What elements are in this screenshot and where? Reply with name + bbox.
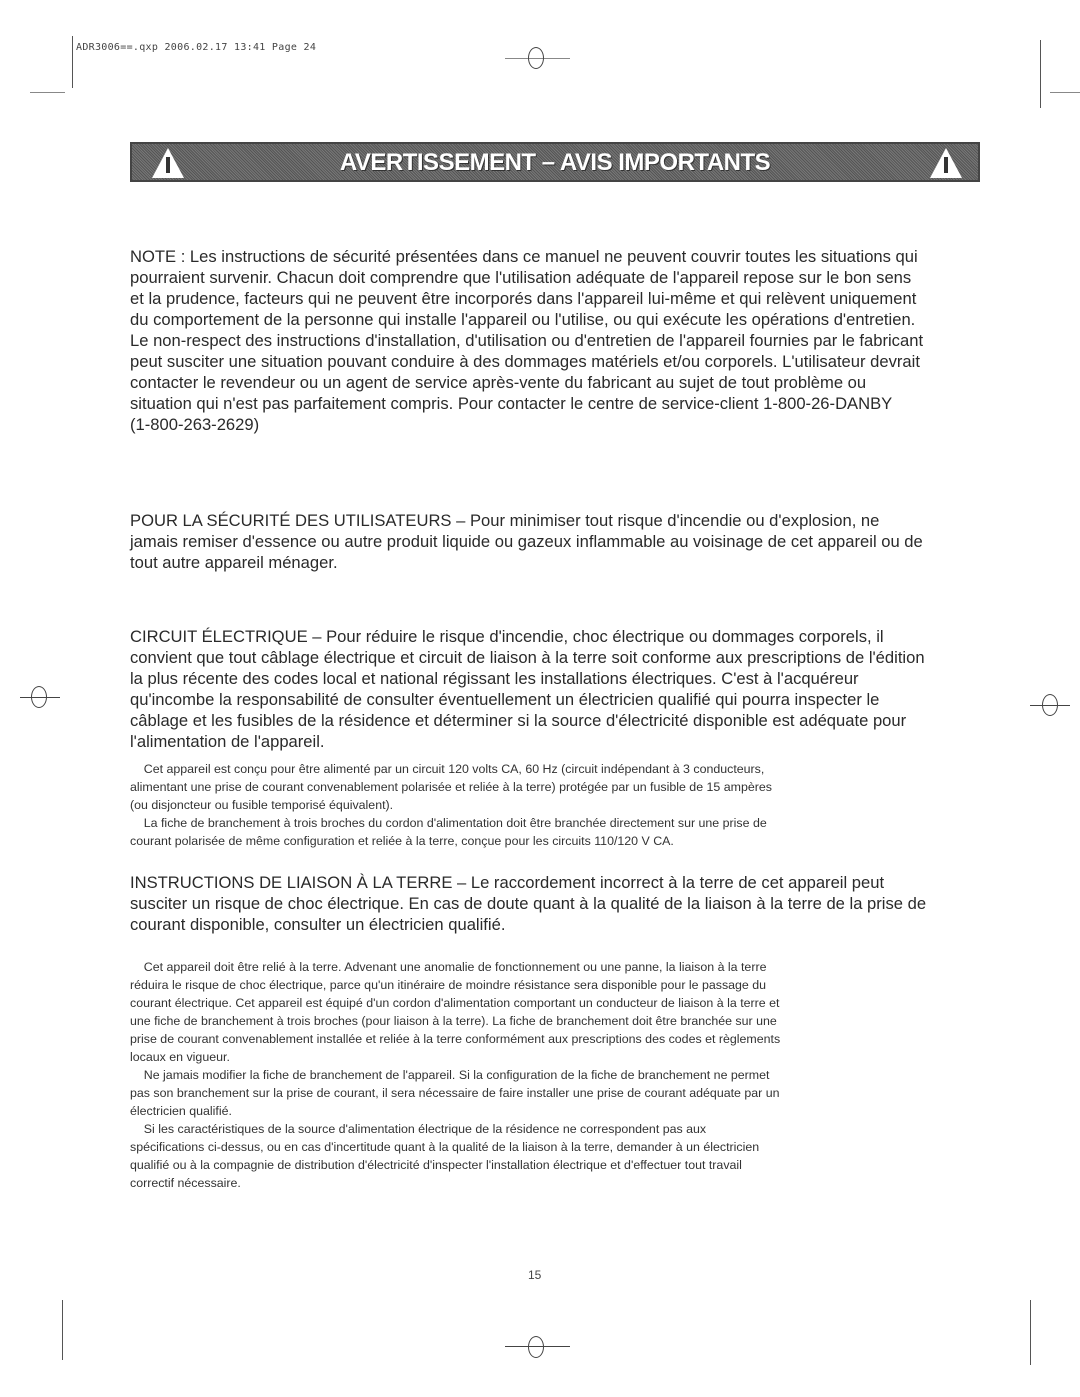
text-line: INSTRUCTIONS DE LIAISON À LA TERRE – Le raccordement incorrect à la terre de cet appareil peut <box>130 873 885 892</box>
electrical-circuit-paragraph <box>130 626 970 752</box>
text-line: (ou disjoncteur ou fusible temporisé équivalent). <box>130 798 394 812</box>
registration-mark <box>528 47 544 69</box>
text-line: Cet appareil doit être relié à la terre. Advenant une anomalie de fonctionnement ou une panne, la liaison à la terre <box>130 960 767 974</box>
text-line: prise de courant convenablement installée et reliée à la terre conformément aux prescriptions des codes et règlements <box>130 1032 781 1046</box>
text-line: une fiche de branchement à trois broches (pour liaison à la terre). La fiche de branchement doit être branchée sur une <box>130 1014 777 1028</box>
text-line: du comportement de la personne qui installe l'appareil ou l'utilise, ou qui exécute les opérations d'entretien. <box>130 310 916 329</box>
crop-mark <box>1030 1300 1031 1365</box>
text-line: spécifications ci-dessus, ou en cas d'incertitude quant à la qualité de la liaison à la terre, demander à un électricien <box>130 1140 760 1154</box>
text-line: (1-800-263-2629) <box>130 415 260 434</box>
text-line: qualifié ou à la compagnie de distribution d'électricité d'inspecter l'installation électrique et d'effectuer tout travail <box>130 1158 742 1172</box>
text-line: Cet appareil est conçu pour être alimenté par un circuit 120 volts CA, 60 Hz (circuit indépendant à 3 conducteurs, <box>130 762 765 776</box>
text-line: électricien qualifié. <box>130 1104 232 1118</box>
text-line: convient que tout câblage électrique et circuit de liaison à la terre soit conforme aux prescriptions de l'édition <box>130 648 925 667</box>
text-line: situation qui n'est pas parfaitement compris. Pour contacter le centre de service-client 1-800-26-DANBY <box>130 394 893 413</box>
print-slug: ADR3006==.qxp 2006.02.17 13:41 Page 24 <box>76 42 317 53</box>
text-line: Le non-respect des instructions d'installation, d'utilisation ou d'entretien de l'appareil fournies par le fabricant <box>130 331 924 350</box>
text-line: réduira le risque de choc électrique, parce qu'un itinéraire de moindre résistance sera disponible pour le passage du <box>130 978 767 992</box>
text-line: POUR LA SÉCURITÉ DES UTILISATEURS – Pour minimiser tout risque d'incendie ou d'explosion, ne <box>130 511 880 530</box>
text-line: tout autre appareil ménager. <box>130 553 338 572</box>
text-line: alimentant une prise de courant convenablement polarisée et reliée à la terre) protégée par un fusible de 15 ampères <box>130 780 772 794</box>
text-line: contacter le revendeur ou un agent de service après-vente du fabricant au sujet de tout problème ou <box>130 373 867 392</box>
text-line: qu'incombe la responsabilité de consulter éventuellement un électricien qualifié qui pourra inspecter le <box>130 690 880 709</box>
text-line: Ne jamais modifier la fiche de branchement de l'appareil. Si la configuration de la fiche de branchement ne permet <box>130 1068 770 1082</box>
text-line: locaux en vigueur. <box>130 1050 230 1064</box>
crop-mark <box>1050 92 1080 93</box>
crop-mark <box>1040 40 1041 108</box>
text-line: l'alimentation de l'appareil. <box>130 732 325 751</box>
electrical-circuit-details <box>130 760 970 850</box>
registration-mark <box>1042 694 1058 716</box>
text-line: La fiche de branchement à trois broches du cordon d'alimentation doit être branchée directement sur une prise de <box>130 816 767 830</box>
text-line: jamais remiser d'essence ou autre produit liquide ou gazeux inflammable au voisinage de cet appareil ou de <box>130 532 923 551</box>
warning-triangle-icon <box>930 148 962 178</box>
grounding-instructions-paragraph <box>130 872 970 935</box>
text-line: peut susciter une situation pouvant conduire à des dommages matériels et/ou corporels. L'utilisateur devrait <box>130 352 920 371</box>
page-number: 15 <box>528 1268 542 1282</box>
crop-mark <box>72 36 73 88</box>
text-line: NOTE : Les instructions de sécurité présentées dans ce manuel ne peuvent couvrir toutes les situations qui <box>130 247 918 266</box>
text-line: la plus récente des codes local et national régissant les installations électriques. C'est à l'acquéreur <box>130 669 859 688</box>
registration-mark <box>31 686 47 708</box>
text-line: CIRCUIT ÉLECTRIQUE – Pour réduire le risque d'incendie, choc électrique ou dommages corporels, il <box>130 627 884 646</box>
text-line: et la prudence, facteurs qui ne peuvent être incorporés dans l'appareil lui-même et qui relèvent uniquement <box>130 289 917 308</box>
text-line: câblage et les fusibles de la résidence et déterminer si la source d'électricité disponible est adéquate pour <box>130 711 907 730</box>
crop-mark <box>30 92 65 93</box>
text-line: Si les caractéristiques de la source d'alimentation électrique de la résidence ne correspondent pas aux <box>130 1122 707 1136</box>
warning-banner <box>130 142 980 182</box>
note-paragraph <box>130 246 970 435</box>
registration-mark <box>528 1336 544 1358</box>
text-line: courant polarisée de même configuration et reliée à la terre, conçue pour les circuits 110/120 V CA. <box>130 834 674 848</box>
grounding-instructions-details <box>130 958 970 1192</box>
user-safety-paragraph <box>130 510 970 573</box>
crop-mark <box>62 1300 63 1360</box>
text-line: pourraient survenir. Chacun doit comprendre que l'utilisation adéquate de l'appareil repose sur le bon sens <box>130 268 912 287</box>
text-line: susciter un risque de choc électrique. En cas de doute quant à la qualité de la liaison à la terre de la prise de <box>130 894 927 913</box>
text-line: courant disponible, consulter un électricien qualifié. <box>130 915 506 934</box>
text-line: pas son branchement sur la prise de courant, il sera nécessaire de faire installer une prise de courant adéquate par un <box>130 1086 780 1100</box>
text-line: courant électrique. Cet appareil est équipé d'un cordon d'alimentation comportant un conducteur de liaison à la terre et <box>130 996 780 1010</box>
banner-title: AVERTISSEMENT – AVIS IMPORTANTS <box>339 149 771 176</box>
text-line: correctif nécessaire. <box>130 1176 241 1190</box>
